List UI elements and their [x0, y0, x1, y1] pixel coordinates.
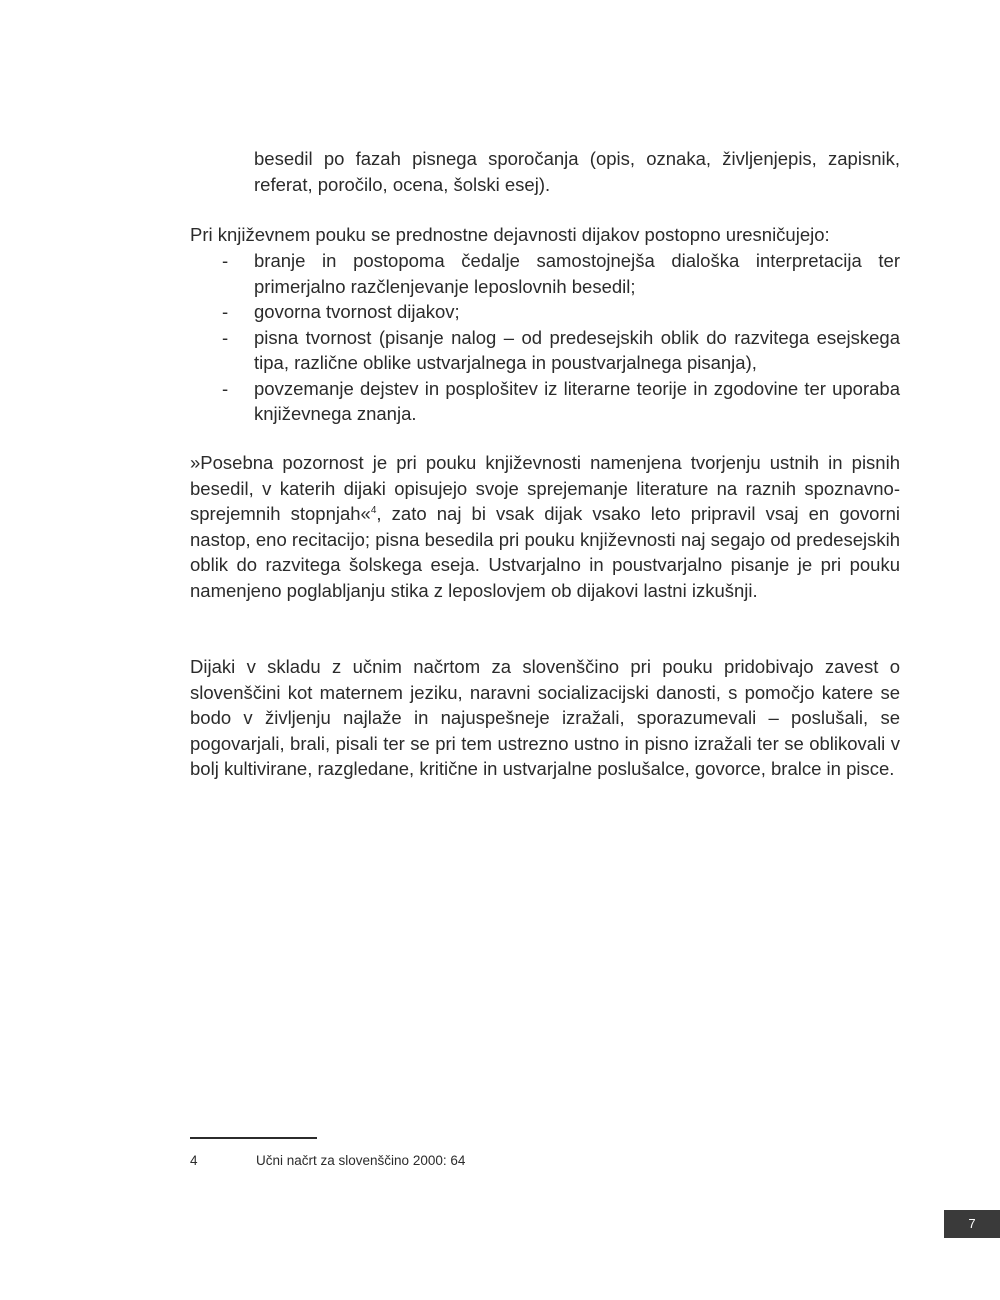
dash-marker: - — [222, 250, 229, 271]
list-item-text: pisna tvornost (pisanje nalog – od predesejskih oblik do razvitega esejskega tipa, različne oblike ustvarjalnega in poustvarjalnega pisanja), — [254, 326, 900, 373]
footnote-text: Učni načrt za slovenščino 2000: 64 — [256, 1153, 466, 1168]
activity-list — [190, 248, 900, 427]
paragraph-text: , zato naj bi vsak dijak vsako leto pripravil vsaj en govorni nastop, eno recitacijo; pisna besedila pri pouku književnosti naj segajo od predesejskih oblik do razvitega šolskega eseja. Ustvarjalno in poustvarjalno pisanje je pri pouku namenjeno poglabljanju stika z leposlovjem ob dijakovi lastni izkušnji. — [190, 503, 901, 601]
list-item — [190, 325, 900, 376]
quote-text: »Posebna pozornost je pri pouku književnosti namenjena tvorjenju ustnih in pisnih besedil, v katerih dijaki opisujejo svoje sprejemanje literature na raznih spoznavno-sprejemnih stopnjah« — [190, 452, 900, 524]
list-item — [190, 299, 900, 325]
footnote-reference[interactable]: 4 — [370, 504, 377, 516]
footnote-divider — [190, 1137, 317, 1139]
list-item-text: govorna tvornost dijakov; — [254, 301, 460, 322]
dash-marker: - — [222, 326, 229, 348]
dash-marker: - — [222, 377, 229, 399]
list-item-text: branje in postopoma čedalje samostojnejša dialoška interpretacija ter primerjalno razčlenjevanje leposlovnih besedil; — [254, 250, 900, 297]
continued-list-text: besedil po fazah pisnega sporočanja (opis, oznaka, življenjepis, zapisnik, referat, poročilo, ocena, šolski esej). — [254, 148, 900, 195]
footnote-number: 4 — [190, 1153, 198, 1168]
footnote — [190, 1152, 790, 1170]
page-number-badge: 7 — [944, 1210, 1000, 1238]
paragraph-intro: Pri književnem pouku se prednostne dejavnosti dijakov postopno uresničujejo: — [190, 224, 830, 245]
list-item-text: povzemanje dejstev in posplošitev iz literarne teorije in zgodovine ter uporaba književnega znanja. — [254, 377, 900, 424]
paragraph-quote — [190, 450, 900, 603]
list-item — [190, 376, 900, 427]
dash-marker: - — [222, 301, 229, 322]
list-item — [190, 248, 900, 299]
paragraph-conclusion: Dijaki v skladu z učnim načrtom za slovenščino pri pouku pridobivajo zavest o slovenščini kot maternem jeziku, naravni socializacijski danosti, s pomočjo katere se bodo v življenju najlaže in najuspešneje izražali, sporazumevali – poslušali, se pogovarjali, brali, pisali ter se pri tem ustrezno ustno in pisno izražali ter se oblikovali v bolj kultivirane, razgledane, kritične in ustvarjalne poslušalce, govorce, bralce in pisce. — [190, 656, 900, 779]
